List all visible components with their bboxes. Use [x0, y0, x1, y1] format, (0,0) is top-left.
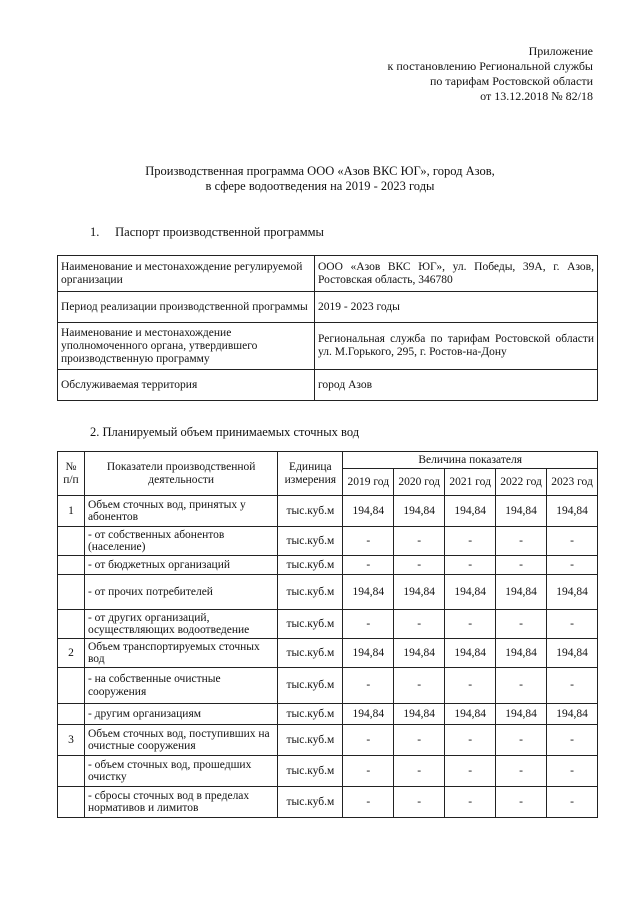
- header-year: 2023 год: [547, 469, 598, 496]
- volume-row: [58, 610, 598, 639]
- volume-row: [58, 756, 598, 787]
- passport-key: Наименование и местонахождение уполномоченного органа, утвердившего производственную программу: [58, 323, 315, 370]
- row-unit: тыс.куб.м: [278, 610, 343, 639]
- row-value: 194,84: [547, 639, 598, 668]
- row-number: [58, 668, 85, 704]
- header-num: № п/п: [58, 452, 85, 496]
- row-value: -: [547, 756, 598, 787]
- row-value: 194,84: [343, 496, 394, 527]
- passport-row: [58, 323, 598, 370]
- row-unit: тыс.куб.м: [278, 704, 343, 725]
- row-value: -: [547, 610, 598, 639]
- volume-table: [57, 451, 598, 818]
- row-value: -: [496, 787, 547, 818]
- volume-row: [58, 639, 598, 668]
- program-title-line: Производственная программа ООО «Азов ВКС ЮГ», город Азов,: [145, 164, 495, 178]
- row-value: 194,84: [547, 496, 598, 527]
- row-indicator: Объем транспортируемых сточных вод: [84, 639, 277, 668]
- row-value: -: [394, 668, 445, 704]
- row-value: -: [496, 527, 547, 556]
- row-number: [58, 610, 85, 639]
- row-value: 194,84: [394, 704, 445, 725]
- row-unit: тыс.куб.м: [278, 496, 343, 527]
- passport-key: Период реализации производственной программы: [58, 292, 315, 323]
- volume-row: [58, 704, 598, 725]
- volume-row: [58, 668, 598, 704]
- header-year: 2021 год: [445, 469, 496, 496]
- program-title-line: в сфере водоотведения на 2019 - 2023 годы: [205, 179, 435, 193]
- volume-table-head: [58, 452, 598, 496]
- row-value: -: [496, 610, 547, 639]
- row-number: 1: [58, 496, 85, 527]
- row-value: -: [343, 610, 394, 639]
- row-number: [58, 527, 85, 556]
- row-indicator: - от бюджетных организаций: [84, 556, 277, 575]
- row-value: 194,84: [496, 575, 547, 610]
- row-value: 194,84: [496, 496, 547, 527]
- row-number: 3: [58, 725, 85, 756]
- volume-row: [58, 725, 598, 756]
- appendix-line: от 13.12.2018 № 82/18: [480, 89, 593, 103]
- row-indicator: Объем сточных вод, поступивших на очистные сооружения: [84, 725, 277, 756]
- passport-row: [58, 292, 598, 323]
- row-number: 2: [58, 639, 85, 668]
- row-value: 194,84: [394, 496, 445, 527]
- row-unit: тыс.куб.м: [278, 787, 343, 818]
- row-number: [58, 756, 85, 787]
- row-unit: тыс.куб.м: [278, 639, 343, 668]
- row-number: [58, 704, 85, 725]
- row-value: -: [343, 556, 394, 575]
- row-unit: тыс.куб.м: [278, 556, 343, 575]
- row-value: -: [445, 527, 496, 556]
- row-value: 194,84: [445, 639, 496, 668]
- row-value: -: [496, 756, 547, 787]
- row-value: 194,84: [343, 639, 394, 668]
- volume-row: [58, 556, 598, 575]
- row-value: -: [547, 725, 598, 756]
- passport-table: [57, 255, 598, 401]
- volume-row: [58, 496, 598, 527]
- row-indicator: - другим организациям: [84, 704, 277, 725]
- row-value: -: [343, 668, 394, 704]
- row-value: -: [496, 725, 547, 756]
- header-unit: Единица измерения: [278, 452, 343, 496]
- row-number: [58, 575, 85, 610]
- row-value: -: [394, 527, 445, 556]
- appendix-line: по тарифам Ростовской области: [429, 74, 593, 88]
- row-value: -: [343, 725, 394, 756]
- row-value: 194,84: [343, 575, 394, 610]
- passport-row: [58, 256, 598, 292]
- row-value: -: [547, 556, 598, 575]
- volume-row: [58, 575, 598, 610]
- row-value: 194,84: [445, 496, 496, 527]
- passport-key: Наименование и местонахождение регулируемой организации: [58, 256, 315, 292]
- row-value: -: [445, 610, 496, 639]
- row-value: 194,84: [496, 704, 547, 725]
- program-title: [0, 164, 640, 194]
- row-number: [58, 787, 85, 818]
- header-value: Величина показателя: [343, 452, 598, 469]
- row-indicator: - объем сточных вод, прошедших очистку: [84, 756, 277, 787]
- row-value: -: [445, 756, 496, 787]
- row-value: -: [445, 668, 496, 704]
- row-unit: тыс.куб.м: [278, 668, 343, 704]
- passport-value: 2019 - 2023 годы: [315, 292, 598, 323]
- row-value: -: [394, 556, 445, 575]
- row-value: -: [343, 756, 394, 787]
- row-value: 194,84: [445, 575, 496, 610]
- volume-row: [58, 787, 598, 818]
- row-indicator: - на собственные очистные сооружения: [84, 668, 277, 704]
- row-value: -: [496, 556, 547, 575]
- passport-row: [58, 370, 598, 401]
- passport-value: Региональная служба по тарифам Ростовской области ул. М.Горького, 295, г. Ростов-на-Дону: [315, 323, 598, 370]
- header-year: 2019 год: [343, 469, 394, 496]
- row-value: -: [547, 527, 598, 556]
- header-year: 2020 год: [394, 469, 445, 496]
- header-year: 2022 год: [496, 469, 547, 496]
- passport-value: ООО «Азов ВКС ЮГ», ул. Победы, 39А, г. Азов, Ростовская область, 346780: [315, 256, 598, 292]
- row-value: -: [394, 787, 445, 818]
- appendix-line: к постановлению Региональной службы: [387, 59, 593, 73]
- section1-heading: [90, 225, 324, 240]
- section1-title: Паспорт производственной программы: [115, 225, 324, 239]
- row-value: 194,84: [394, 639, 445, 668]
- row-unit: тыс.куб.м: [278, 575, 343, 610]
- row-value: -: [343, 527, 394, 556]
- row-value: 194,84: [547, 575, 598, 610]
- passport-value: город Азов: [315, 370, 598, 401]
- row-value: -: [547, 668, 598, 704]
- row-indicator: - от собственных абонентов (население): [84, 527, 277, 556]
- appendix-line: Приложение: [528, 44, 593, 58]
- row-value: 194,84: [343, 704, 394, 725]
- section2-heading: 2. Планируемый объем принимаемых сточных вод: [90, 425, 360, 439]
- section1-number: 1.: [90, 225, 100, 239]
- passport-table-body: [58, 256, 598, 401]
- row-number: [58, 556, 85, 575]
- row-unit: тыс.куб.м: [278, 527, 343, 556]
- row-value: -: [547, 787, 598, 818]
- row-value: -: [445, 787, 496, 818]
- row-indicator: - от других организаций, осуществляющих водоотведение: [84, 610, 277, 639]
- row-value: -: [445, 725, 496, 756]
- row-value: 194,84: [496, 639, 547, 668]
- row-value: -: [394, 756, 445, 787]
- header-indicator: Показатели производственной деятельности: [84, 452, 277, 496]
- passport-key: Обслуживаемая территория: [58, 370, 315, 401]
- row-indicator: - от прочих потребителей: [84, 575, 277, 610]
- row-value: -: [343, 787, 394, 818]
- row-value: -: [496, 668, 547, 704]
- row-indicator: Объем сточных вод, принятых у абонентов: [84, 496, 277, 527]
- row-value: 194,84: [394, 575, 445, 610]
- volume-row: [58, 527, 598, 556]
- row-unit: тыс.куб.м: [278, 725, 343, 756]
- row-value: -: [445, 556, 496, 575]
- row-value: 194,84: [445, 704, 496, 725]
- row-indicator: - сбросы сточных вод в пределах нормативов и лимитов: [84, 787, 277, 818]
- row-value: -: [394, 610, 445, 639]
- volume-table-body: [58, 496, 598, 818]
- row-value: 194,84: [547, 704, 598, 725]
- row-unit: тыс.куб.м: [278, 756, 343, 787]
- appendix-block: [388, 44, 593, 104]
- row-value: -: [394, 725, 445, 756]
